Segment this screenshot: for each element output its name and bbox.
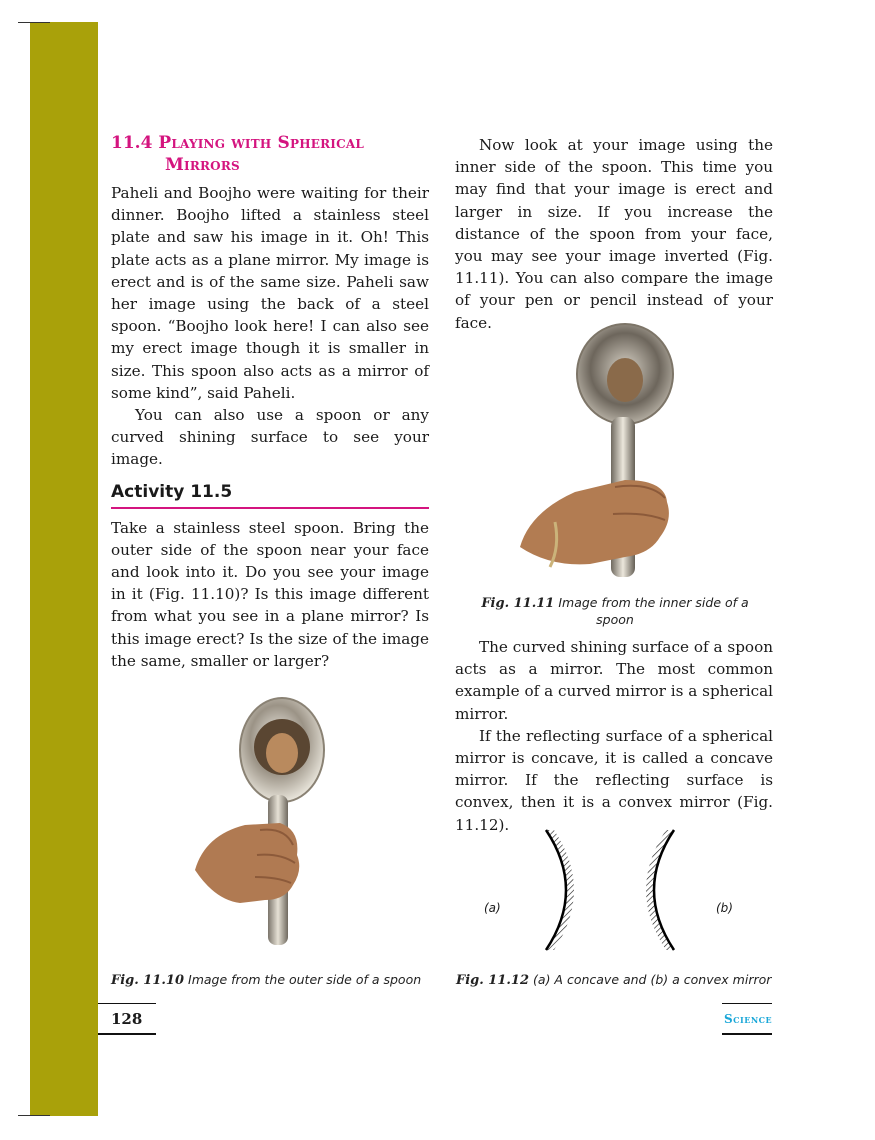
activity-heading: Activity 11.5 xyxy=(111,479,429,509)
concave-mirror-hatch xyxy=(546,830,574,950)
paragraph-concave-convex: If the reflecting surface of a spherical mirror is concave, it is called a concave mirror. If the reflecting surface is convex, then it is a convex mirror (Fig. 11.12). xyxy=(455,726,773,834)
convex-mirror-hatch xyxy=(646,830,674,950)
paragraph-paheli-boojho: Paheli and Boojho were waiting for their dinner. Boojho lifted a stainless steel plate and saw his image in it. Oh! This plate acts as a plane mirror. My image is erect and is of the same size. Paheli saw her image using the back of a steel spoon. “Boojho look here! I can also see my erect image though it is smaller in size. This spoon also acts as a mirror of some kind”, said Paheli. xyxy=(111,184,429,402)
fig-11-12-caption xyxy=(456,972,786,989)
book-name: Science xyxy=(724,1012,773,1026)
footer-rule-right xyxy=(722,1033,772,1035)
page-number: 128 xyxy=(111,1010,143,1028)
paragraph-curved-mirror: The curved shining surface of a spoon acts as a mirror. The most common example of a curved mirror is a spherical mirror. xyxy=(455,638,773,723)
fig-11-12-text: (a) A concave and (b) a convex mirror xyxy=(533,972,772,987)
right-column xyxy=(455,134,773,334)
spoon-inner-side-photo xyxy=(515,322,695,584)
fig-11-10-number: Fig. 11.10 xyxy=(111,973,185,988)
fig-11-11-caption xyxy=(470,595,760,628)
mirror-label-a: (a) xyxy=(484,901,501,915)
section-heading xyxy=(111,132,429,176)
footer-rule-left-top xyxy=(98,1003,156,1004)
crop-mark-bottom xyxy=(18,1115,50,1116)
section-title-line1: Playing with Spherical xyxy=(158,133,365,153)
right-column-lower xyxy=(455,636,773,836)
spoon-outer-side-photo xyxy=(185,695,335,955)
mirror-label-b: (b) xyxy=(716,901,733,915)
footer-rule-right-top xyxy=(722,1003,772,1004)
footer-rule-left xyxy=(98,1033,156,1035)
fig-11-10-caption xyxy=(111,972,441,989)
fig-11-11-number: Fig. 11.11 xyxy=(481,596,555,611)
side-color-band xyxy=(30,22,98,1116)
fig-11-12-number: Fig. 11.12 xyxy=(456,973,530,988)
activity-text: Take a stainless steel spoon. Bring the outer side of the spoon near your face and look into it. Do you see your image in it (Fig. 11.10)? Is this image different from what you see in a plane mirror? Is this image erect? Is the size of the image the same, smaller or larger? xyxy=(111,518,429,670)
crop-mark-top xyxy=(18,22,50,23)
fig-11-10-text: Image from the outer side of a spoon xyxy=(188,972,422,987)
paragraph-inner-side: Now look at your image using the inner side of the spoon. This time you may find that your image is erect and larger in size. If you increase the distance of the spoon from your face, you may see your image inverted (Fig. 11.11). You can also compare the image of your pen or pencil instead of your face. xyxy=(455,136,773,332)
section-title-line2: Mirrors xyxy=(165,155,240,175)
section-number: 11.4 xyxy=(111,133,153,153)
mirror-diagram xyxy=(530,826,690,956)
paragraph-curved-surface: You can also use a spoon or any curved shining surface to see your image. xyxy=(111,406,429,469)
fig-11-11-text: Image from the inner side of a spoon xyxy=(558,595,749,627)
left-column xyxy=(111,132,429,672)
